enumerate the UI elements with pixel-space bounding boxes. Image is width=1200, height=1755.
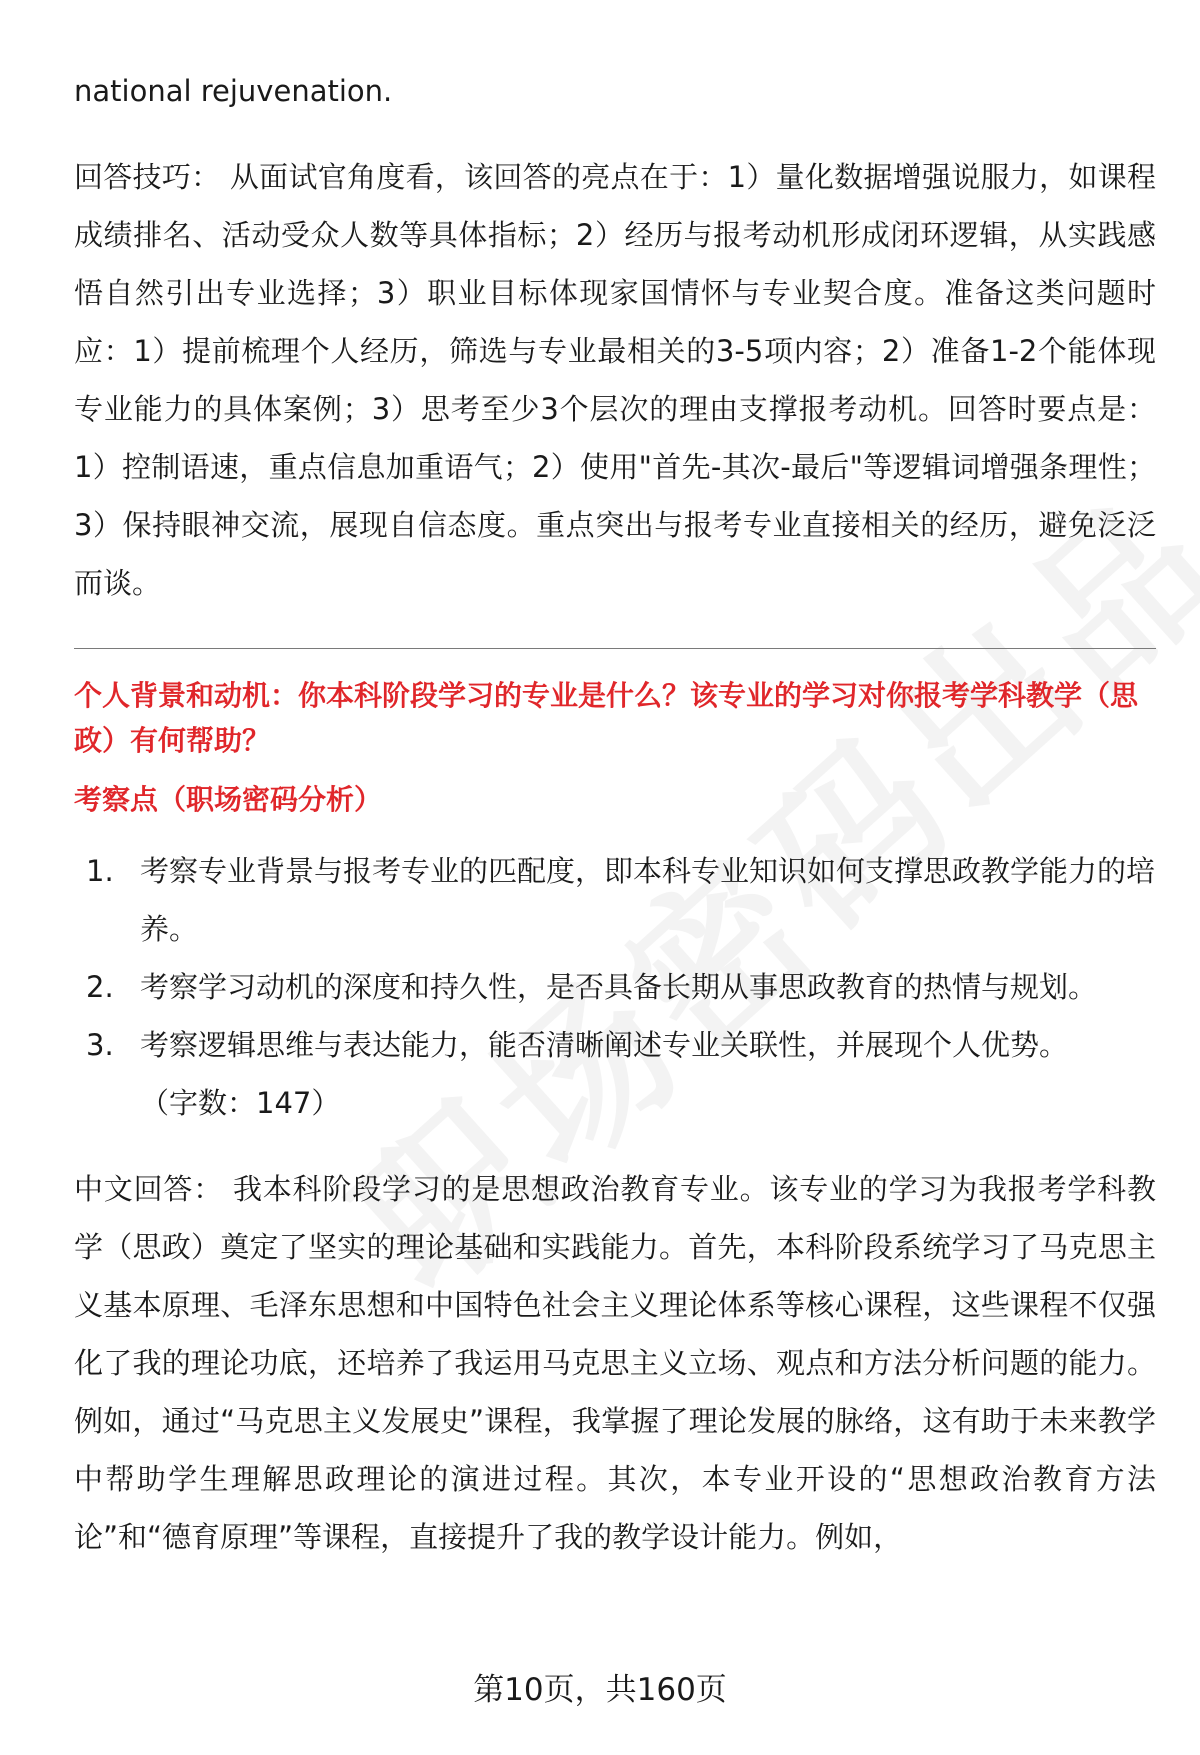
document-page	[74, 62, 1156, 1566]
answer-tips-paragraph: 回答技巧： 从面试官角度看，该回答的亮点在于：1）量化数据增强说服力，如课程成绩排名、活动受众人数等具体指标；2）经历与报考动机形成闭环逻辑，从实践感悟自然引出专业选择；3）职业目标体现家国情怀与专业契合度。准备这类问题时应：1）提前梳理个人经历，筛选与专业最相关的3-5项内容；2）准备1-2个能体现专业能力的具体案例；3）思考至少3个层次的理由支撑报考动机。回答时要点是：1）控制语速，重点信息加重语气；2）使用"首先-其次-最后"等逻辑词增强条理性；3）保持眼神交流，展现自信态度。重点突出与报考专业直接相关的经历，避免泛泛而谈。	[74, 160, 1156, 600]
list-item-number: 2.	[86, 970, 114, 1004]
list-item	[74, 842, 1156, 958]
chinese-answer-paragraph: 中文回答： 我本科阶段学习的是思想政治教育专业。该专业的学习为我报考学科教学（思政）奠定了坚实的理论基础和实践能力。首先，本科阶段系统学习了马克思主义基本原理、毛泽东思想和中国特色社会主义理论体系等核心课程，这些课程不仅强化了我的理论功底，还培养了我运用马克思主义立场、观点和方法分析问题的能力。例如，通过“马克思主义发展史”课程，我掌握了理论发展的脉络，这有助于未来教学中帮助学生理解思政理论的演进过程。其次，本专业开设的“思想政治教育方法论”和“德育原理”等课程，直接提升了我的教学设计能力。例如，	[74, 1172, 1156, 1554]
page-number-footer: 第10页，共160页	[473, 1672, 727, 1708]
list-item	[74, 1016, 1156, 1074]
intro-line: national rejuvenation.	[74, 74, 393, 108]
list-item	[74, 958, 1156, 1016]
list-item-text: 考察逻辑思维与表达能力，能否清晰阐述专业关联性，并展现个人优势。	[140, 1028, 1069, 1062]
list-item-text: 考察专业背景与报考专业的匹配度，即本科专业知识如何支撑思政教学能力的培养。	[140, 854, 1156, 946]
question-title: 个人背景和动机：你本科阶段学习的专业是什么？该专业的学习对你报考学科教学（思政）有何帮助？	[74, 679, 1139, 757]
assessment-points-list	[74, 842, 1156, 1074]
list-item-text: 考察学习动机的深度和持久性，是否具备长期从事思政教育的热情与规划。	[140, 970, 1098, 1004]
assessment-points-heading: 考察点（职场密码分析）	[74, 783, 383, 816]
section-divider	[74, 648, 1156, 649]
list-item-number: 3.	[86, 1028, 114, 1062]
list-item-number: 1.	[86, 854, 114, 888]
word-count: （字数：147）	[140, 1086, 341, 1120]
